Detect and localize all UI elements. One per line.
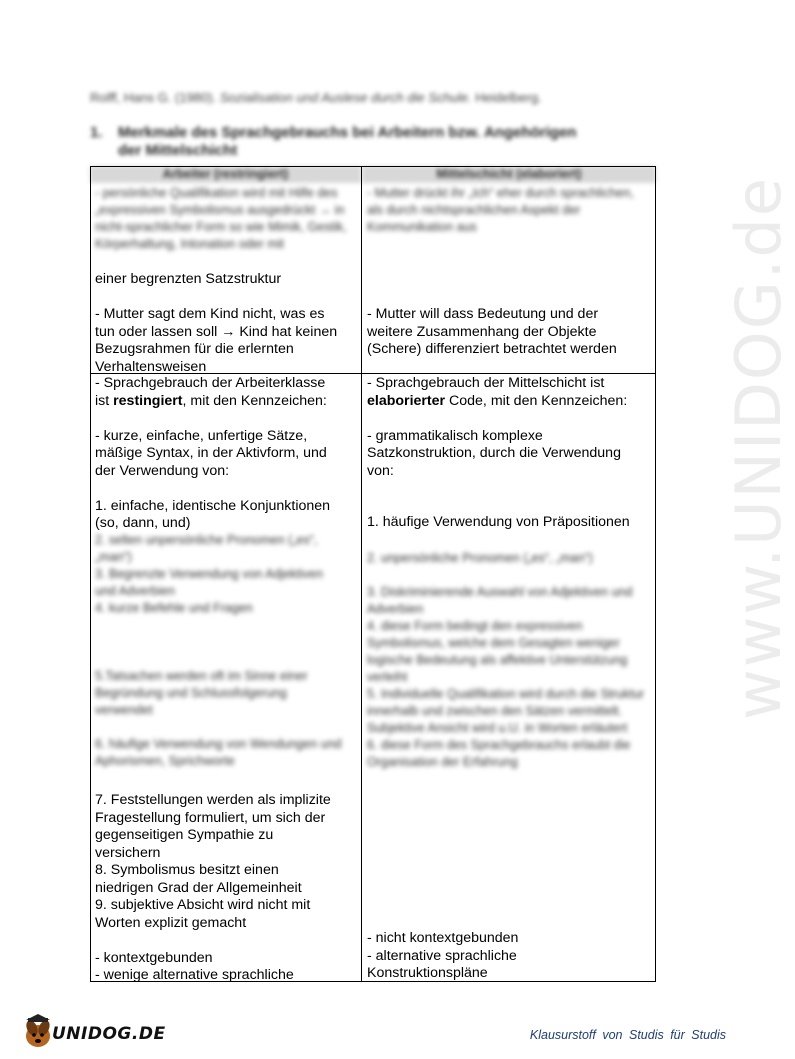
left-blurred-list — [95, 532, 345, 770]
text-line: Worten explizit gemacht — [95, 914, 247, 931]
spacer — [95, 410, 357, 428]
text-line: einer begrenzten Satzstruktur — [95, 271, 282, 287]
text-line: - kurze, einfache, unfertige Sätze, — [95, 427, 308, 444]
watermark: www.UNIDOG.de — [722, 176, 795, 720]
text-line: weitere Zusammenhang der Objekte — [367, 323, 597, 340]
heading-number: 1. — [90, 124, 103, 141]
text-line: - nicht kontextgebunden — [367, 930, 519, 946]
blurred-line: 3. Diskriminierende Auswahl von Adjektiven und Adverbien — [367, 585, 633, 616]
text-line: mäßige Syntax, in der Aktivform, und — [95, 445, 327, 461]
text-line: Satzkonstruktion, durch die Verwendung — [367, 445, 621, 461]
elaborated-term: elaborierter — [367, 392, 446, 409]
text-line: - Mutter sagt dem Kind nicht, was es — [95, 306, 325, 322]
text-line: - grammatikalisch komplexe — [367, 427, 543, 444]
text-line: von: — [367, 462, 394, 479]
footer-tagline: Klausurstoff von Studis für Studis — [529, 1028, 726, 1042]
comparison-table — [90, 166, 656, 982]
text-line: versichern — [95, 844, 161, 861]
table-header-right: Mittelschicht (elaboriert) — [362, 166, 656, 183]
logo-text: UNIDOG.DE — [52, 1024, 166, 1044]
restricted-term: restingiert — [113, 392, 183, 409]
blurred-line: 6. häufige Verwendung von Wendungen und Aphorismen, Sprichworte — [95, 737, 342, 768]
text-line — [95, 480, 357, 498]
left-blurred-qualification: - persönliche Qualifikation wird mit Hilfe des „expressiven Symbolismus ausgedrückt → in nicht-sprachlicher Form so wie Mimik, Gestik, Körperhaltung, Intonation oder mit — [95, 186, 347, 251]
citation — [90, 90, 650, 105]
text-line: 8. Symbolismus besitzt einen — [95, 862, 279, 878]
text-fragment: , mit den Kennzeichen: — [182, 392, 327, 409]
blurred-line: 4. kurze Befehle und Fragen — [95, 601, 253, 615]
text-line: 1. einfache, identische Konjunktionen — [95, 497, 331, 514]
blurred-line: 3. Begrenzte Verwendung von Adjektiven und Adverbien — [95, 567, 323, 598]
text-line: Bezugsrahmen für die erlernten — [95, 341, 294, 357]
right-row2-text — [367, 375, 652, 480]
blurred-line — [367, 567, 647, 584]
section-heading — [90, 124, 660, 160]
text-line: 9. subjektive Absicht wird nicht mit — [95, 897, 311, 913]
blurred-line — [95, 719, 345, 736]
text-line: - Sprachgebrauch der Arbeiterklasse — [95, 375, 326, 391]
right-row2-end — [367, 930, 652, 983]
right-row2-item1: 1. häufige Verwendung von Präpositionen — [367, 514, 630, 530]
table-divider — [361, 166, 362, 982]
citation-title: Sozialisation und Auslese durch die Schule. — [219, 90, 472, 105]
text-line: - wenige alternative sprachliche — [95, 967, 294, 983]
table-border-top — [90, 166, 656, 167]
blurred-line: 5.Tatsachen werden oft im Sinne einer Begründung und Schlussfolgerung verwendet — [95, 669, 308, 717]
blurred-line: 5. Individuelle Qualifikation wird durch die Struktur innerhalb und zwischen den Sätzen vermittelt. Subjektive Ansicht wird u.U. in Worten erläutert — [367, 687, 645, 735]
text-line: Fragestellung formuliert, um sich der — [95, 809, 326, 826]
left-row2-end — [95, 792, 357, 985]
heading-line2: der Mittelschicht — [118, 142, 238, 159]
text-line: (Schere) differenziert betrachtet werden — [367, 341, 617, 357]
text-line: - kontextgebunden — [95, 949, 213, 966]
text-line — [367, 393, 652, 411]
text-line: - Sprachgebrauch der Mittelschicht ist — [367, 375, 605, 391]
blurred-line — [95, 617, 345, 668]
text-line — [95, 393, 357, 411]
text-line: 7. Feststellungen werden als implizite — [95, 792, 331, 808]
text-line: tun oder lassen soll → Kind hat keinen — [95, 323, 338, 340]
blurred-line: 4. diese Form bedingt den expressiven Symbolismus, welche dem Gesagten weniger logische Bedeutung als affektive Unterstützung verleiht — [367, 619, 628, 684]
right-blurred-list — [367, 550, 647, 771]
left-row2-text — [95, 375, 357, 533]
right-row1-text — [367, 306, 652, 359]
text-line — [95, 932, 357, 950]
blurred-line: 2. unpersönliche Pronomen („es“, „man“) — [367, 551, 593, 565]
left-row1-text — [95, 271, 357, 376]
citation-place: Heidelberg. — [475, 90, 542, 105]
text-line: der Verwendung von: — [95, 462, 230, 479]
spacer — [367, 410, 652, 428]
text-line: Verhaltensweisen — [95, 358, 207, 375]
blurred-line: 6. diese Form des Sprachgebrauchs erlaubt die Organisation der Erfahrung — [367, 738, 631, 769]
text-line — [95, 289, 357, 307]
blurred-line: 2. selten unpersönliche Pronomen („es“, „man“) — [95, 533, 318, 564]
text-fragment: Code, mit den Kennzeichen: — [445, 392, 628, 409]
text-line: gegenseitigen Sympathie zu — [95, 827, 274, 843]
table-border-left — [90, 166, 91, 982]
text-line: Konstruktionspläne — [367, 965, 488, 981]
table-border-right — [655, 166, 656, 982]
heading-line1: Merkmale des Sprachgebrauchs bei Arbeitern bzw. Angehörigen — [118, 124, 577, 141]
text-line: niedrigen Grad der Allgemeinheit — [95, 879, 302, 896]
text-line: (so, dann, und) — [95, 515, 191, 531]
text-fragment: ist — [95, 392, 114, 409]
text-line: - alternative sprachliche — [367, 947, 517, 964]
text-line: - Mutter will dass Bedeutung und der — [367, 306, 599, 322]
right-blurred-mother: - Mutter drückt ihr „Ich“ eher durch sprachlichen, als durch nichtsprachlichen Aspekt der Kommunikation aus — [367, 186, 634, 234]
citation-author: Rolff, Hans G. (1980). — [90, 90, 217, 105]
table-header-left: Arbeiter (restringiert) — [90, 166, 361, 183]
